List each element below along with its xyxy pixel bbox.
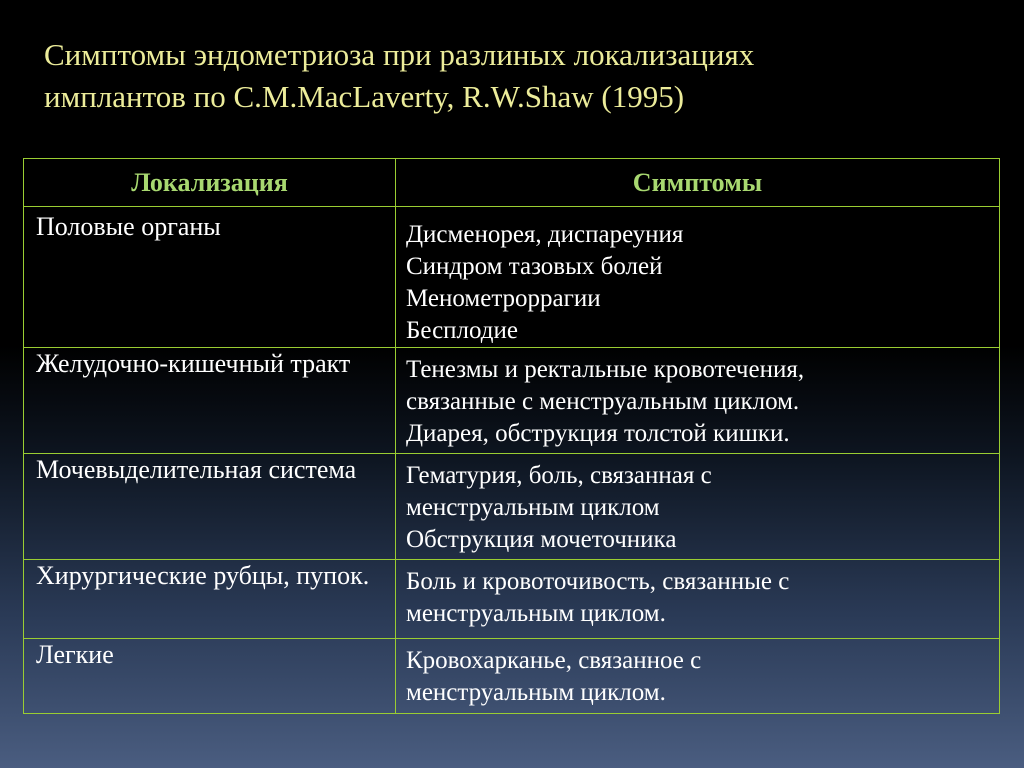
symptom-line: Тенезмы и ректальные кровотечения, [406, 356, 805, 383]
row-symptoms [396, 560, 1000, 639]
symptom-line: Боль и кровоточивость, связанные с [406, 568, 790, 595]
table-row [24, 348, 1000, 454]
symptom-line: Диарея, обструкция толстой кишки. [406, 420, 790, 447]
slide-title [44, 34, 1004, 118]
row-localization: Хирургические рубцы, пупок. [24, 560, 396, 639]
row-symptoms [396, 348, 1000, 454]
row-symptoms [396, 639, 1000, 714]
table-row [24, 454, 1000, 560]
table-row [24, 207, 1000, 348]
symptom-line: менструальным циклом. [406, 679, 666, 706]
table-header-row [24, 159, 1000, 207]
header-localization: Локализация [24, 159, 396, 207]
title-line-1: Симптомы эндометриоза при разлиных локализациях [44, 37, 755, 72]
symptom-line: Синдром тазовых болей [406, 253, 663, 280]
row-symptoms [396, 207, 1000, 348]
table-row [24, 560, 1000, 639]
title-line-2: имплантов по C.M.MacLaverty, R.W.Shaw (1995) [44, 79, 685, 114]
symptom-line: Кровохарканье, связанное с [406, 647, 702, 674]
table-row [24, 639, 1000, 714]
symptom-line: Дисменорея, диспареуния [406, 221, 684, 248]
symptom-line: менструальным циклом. [406, 600, 666, 627]
row-localization: Мочевыделительная система [24, 454, 396, 560]
row-localization: Половые органы [24, 207, 396, 348]
symptom-line: Бесплодие [406, 317, 518, 344]
header-symptoms: Симптомы [396, 159, 1000, 207]
row-symptoms [396, 454, 1000, 560]
symptom-line: связанные с менструальным циклом. [406, 388, 800, 415]
symptoms-table [23, 158, 1000, 714]
symptom-line: Обструкция мочеточника [406, 526, 677, 553]
row-localization: Легкие [24, 639, 396, 714]
symptom-line: Менометроррагии [406, 285, 601, 312]
symptom-line: Гематурия, боль, связанная с [406, 462, 712, 489]
row-localization: Желудочно-кишечный тракт [24, 348, 396, 454]
symptom-line: менструальным циклом [406, 494, 660, 521]
